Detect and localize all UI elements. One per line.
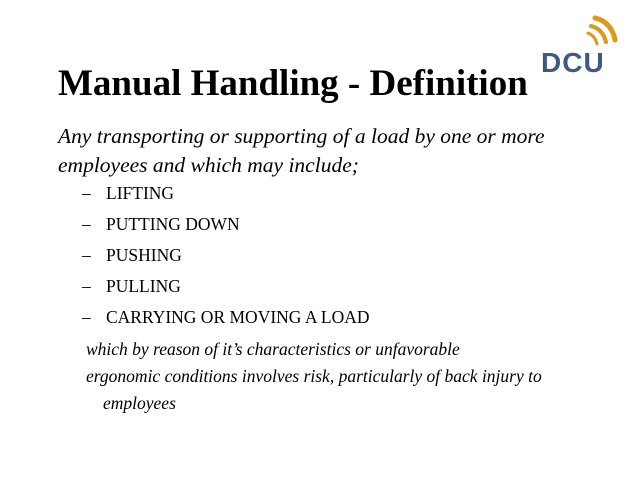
svg-text:DCU: DCU bbox=[541, 47, 605, 78]
activity-list bbox=[82, 178, 370, 333]
dash-marker: – bbox=[82, 214, 91, 234]
risk-note-line-2: ergonomic conditions involves risk, particularly of back injury to employees bbox=[86, 366, 542, 413]
dcu-logo bbox=[537, 12, 623, 78]
dash-marker: – bbox=[82, 183, 91, 203]
list-item bbox=[82, 302, 370, 333]
list-item-text: PUTTING DOWN bbox=[106, 214, 240, 234]
slide-title: Manual Handling - Definition bbox=[58, 63, 528, 104]
list-item bbox=[82, 209, 370, 240]
list-item-text: PULLING bbox=[106, 276, 181, 296]
risk-note-line-1: which by reason of it’s characteristics or unfavorable bbox=[86, 339, 460, 359]
dcu-logo-graphic bbox=[537, 12, 623, 78]
list-item-text: CARRYING OR MOVING A LOAD bbox=[106, 307, 370, 327]
dash-marker: – bbox=[82, 307, 91, 327]
risk-note bbox=[86, 336, 586, 417]
list-item bbox=[82, 271, 370, 302]
list-item bbox=[82, 178, 370, 209]
list-item-text: PUSHING bbox=[106, 245, 182, 265]
list-item bbox=[82, 240, 370, 271]
definition-intro: Any transporting or supporting of a load by one or more employees and which may include; bbox=[58, 124, 545, 177]
dash-marker: – bbox=[82, 276, 91, 296]
dash-marker: – bbox=[82, 245, 91, 265]
list-item-text: LIFTING bbox=[106, 183, 175, 203]
